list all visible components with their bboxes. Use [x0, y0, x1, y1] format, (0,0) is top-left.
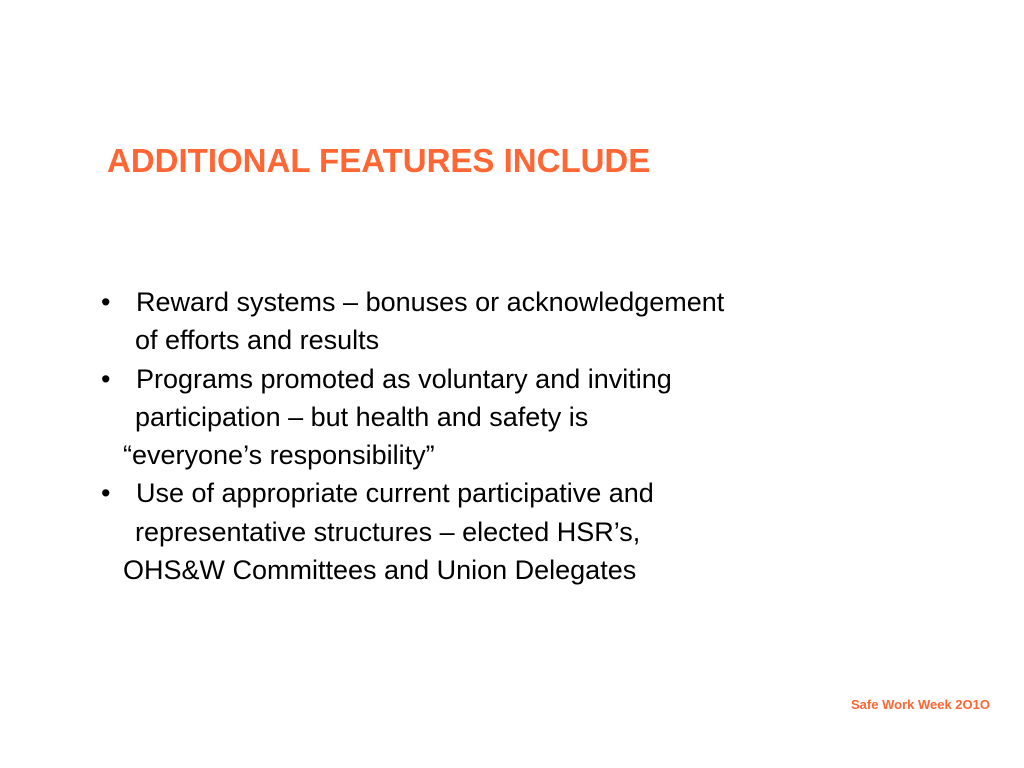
bullet-text-line: Programs promoted as voluntary and inviting: [136, 363, 672, 394]
bullet-list: [101, 283, 881, 589]
bullet-text-line: Use of appropriate current participative and: [136, 478, 654, 509]
footer-label: Safe Work Week 2O1O: [851, 697, 990, 712]
bullet-item: [101, 360, 881, 475]
bullet-text-line: participation – but health and safety is: [135, 401, 589, 432]
bullet-text-line: Reward systems – bonuses or acknowledgement: [136, 287, 725, 317]
bullet-item: [101, 474, 881, 589]
bullet-icon: •: [101, 363, 111, 394]
bullet-icon: •: [101, 478, 111, 509]
slide-title: ADDITIONAL FEATURES INCLUDE: [107, 142, 651, 179]
bullet-text-line: “everyone’s responsibility”: [123, 440, 435, 471]
bullet-text-line: OHS&W Committees and Union Delegates: [123, 555, 637, 586]
bullet-item: [101, 283, 881, 360]
bullet-icon: •: [101, 287, 111, 317]
bullet-text-line: representative structures – elected HSR’s,: [135, 516, 641, 547]
bullet-text-line: of efforts and results: [135, 325, 380, 356]
